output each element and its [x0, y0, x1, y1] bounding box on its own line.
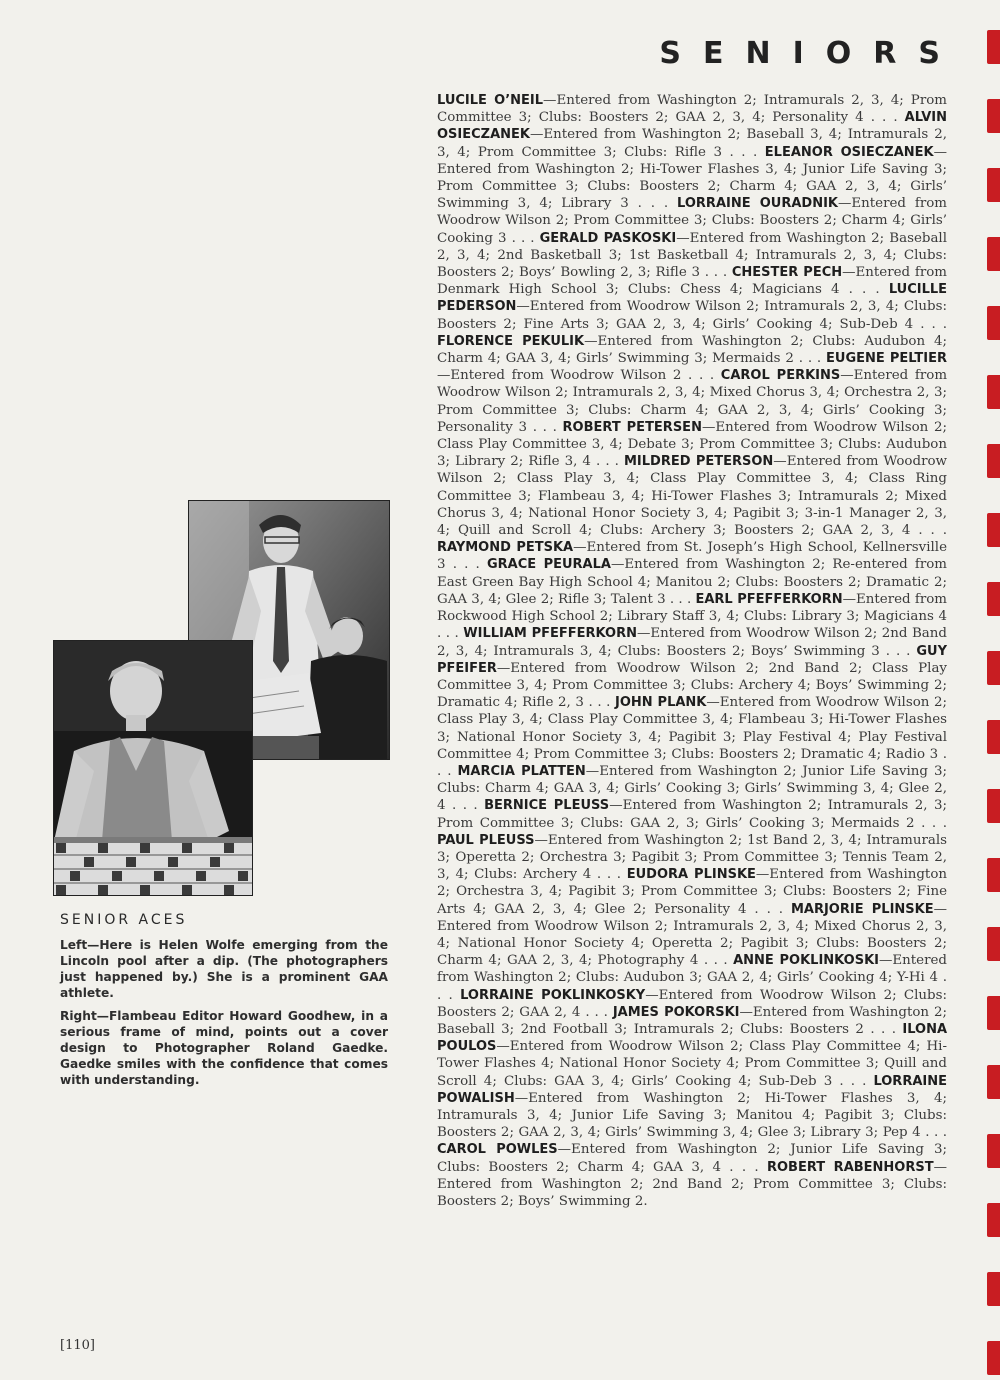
caption-title: SENIOR ACES	[60, 912, 188, 928]
entry-name: GUY PFEIFER	[437, 643, 947, 676]
entry-separator: . . .	[746, 901, 791, 917]
entry-name: ROBERT RABENHORST	[766, 1159, 934, 1175]
binding-tab	[987, 1272, 1000, 1306]
pool-tile	[112, 871, 122, 881]
entry-separator: . . .	[793, 351, 827, 367]
binding-tab	[987, 444, 1000, 478]
entry-activities: —Entered from St. Joseph’s High School, Kellnersville 3	[437, 540, 948, 573]
entry-name: MARJORIE PLINSKE	[790, 901, 934, 917]
pool-tile	[154, 871, 164, 881]
entry-separator: . . .	[681, 368, 721, 384]
entry-activities: —Entered from Woodrow Wilson 2; Intramurals 2, 3, 4; Mixed Chorus 3, 4; Orchestra 2, 3; Prom Committee 3; Clubs: Charm 4; GAA 2, 3, 4; Girls’ Cooking 3; Personality 3	[437, 368, 948, 435]
entry-separator: . . .	[628, 196, 678, 212]
entry-activities: —Entered from Washington 2; Clubs: Audubon 4; Charm 4; GAA 3, 4; Girls’ Swimming 3; Mermaids 2	[437, 333, 947, 367]
entry-name: MARCIA PLATTEN	[457, 763, 586, 779]
entry-separator: . . .	[720, 1159, 767, 1175]
entry-separator: . . .	[879, 643, 917, 659]
binding-tab	[987, 1134, 1000, 1168]
entry-activities: —Entered from Washington 2; Junior Life Saving 3; Clubs: Boosters 2; Charm 4; GAA 3, 4	[437, 1142, 947, 1175]
entry-name: LORRAINE POWALISH	[437, 1073, 947, 1106]
entry-name: LUCILLE PEDERSON	[437, 282, 948, 315]
binding-tab	[987, 582, 1000, 616]
entry-name: CAROL POWLES	[437, 1142, 558, 1158]
binding-tab	[987, 306, 1000, 340]
entry-separator: . . .	[839, 282, 889, 298]
caption-right-description: Right—Flambeau Editor Howard Goodhew, in a serious frame of mind, points out a cover design to Photographer Roland Gaedke. Gaedke smiles with the confidence that comes with understanding.	[60, 1009, 388, 1087]
entry-activities: —Entered from Washington 2; Baseball 3, 4; Intramurals 2, 3, 4; Prom Committee 3; Clubs: Rifle 3	[437, 127, 947, 160]
pool-tile	[168, 857, 178, 867]
entry-name: BERNICE PLEUSS	[484, 798, 610, 814]
entry-activities: —Entered from Washington 2; Hi-Tower Flashes 3, 4; Intramurals 3, 4; Junior Life Saving 3; Manitou 4; Pagibit 3; Clubs: Boosters 2; GAA 2, 3, 4; Girls’ Swimming 3, 4; Glee 3; Library 3; Pep 4	[437, 1090, 947, 1141]
binding-tab	[987, 237, 1000, 271]
pool-tile	[98, 843, 108, 853]
pool-tile	[182, 885, 192, 895]
pool-tile	[238, 871, 248, 881]
page-number: [110]	[60, 1338, 95, 1353]
entry-separator: . . .	[863, 1021, 903, 1037]
entry-name: GRACE PEURALA	[486, 557, 611, 573]
entry-activities: —Entered from Woodrow Wilson 2; Class Play Committee 4; Hi-Tower Flashes 4; National Honor Society 4; Prom Committee 3; Quill and Scroll 4; Clubs: GAA 3, 4; Girls’ Cooking 4; Sub-Deb 3	[437, 1039, 947, 1089]
entry-name: LORRAINE POKLINKOSKY	[460, 987, 646, 1003]
entry-name: ANNE POKLINKOSKI	[733, 953, 879, 969]
entry-name: EUGENE PELTIER	[826, 351, 948, 367]
entry-name: LUCILE O’NEIL	[437, 93, 544, 108]
entry-activities: —Entered from Washington 2; 1st Band 2, 3, 4; Intramurals 3; Operetta 2; Orchestra 3; Pagibit 3; Prom Committee 3; Tennis Team 2, 3, 4; Clubs: Archery 4	[437, 832, 947, 883]
entry-name: EUDORA PLINSKE	[626, 867, 756, 883]
binding-tab	[987, 720, 1000, 754]
entry-activities: —Entered from Woodrow Wilson 2; Intramurals 2, 3, 4; Mixed Chorus 2, 3, 4; National Honor Society 4; Operetta 2; Pagibit 3; Clubs: Boosters 2; Charm 4; GAA 2, 3, 4; Photography 4	[437, 901, 948, 969]
entry-separator: . . .	[437, 626, 464, 642]
entry-name: CHESTER PECH	[731, 265, 843, 281]
entry-separator: . . .	[590, 454, 624, 470]
entry-activities: —Entered from Woodrow Wilson 2	[437, 368, 682, 384]
entry-activities: —Entered from Woodrow Wilson 2; Prom Committee 3; Clubs: Boosters 2; Charm 4; Girls’ Cooking 3	[437, 196, 948, 246]
entry-separator: . . .	[437, 746, 948, 779]
binding-tab	[987, 513, 1000, 547]
entry-separator: . . .	[583, 695, 616, 711]
binding-tab	[987, 168, 1000, 202]
binding-tab	[987, 375, 1000, 409]
entry-name: GERALD PASKOSKI	[539, 230, 677, 246]
entry-separator: . . .	[913, 316, 948, 332]
page-heading: SENIORS	[659, 36, 962, 71]
entry-activities: —Entered from Washington 2; Baseball 3; 2nd Football 3; Intramurals 2; Clubs: Boosters 2	[437, 1004, 947, 1037]
entry-activities: —Entered from Woodrow Wilson 2; Class Play 3, 4; Class Play Committee 3, 4; Flambeau 3; Hi-Tower Flashes 3; National Honor Society 3, 4; Pagibit 3; Play Festival 4; Play Festival Committee 4; Prom Committee 3; Clubs: Boosters 2; Dramatic 4; Radio 3	[437, 695, 948, 762]
entry-activities: —Entered from Washington 2; Junior Life Saving 3; Clubs: Charm 4; GAA 3, 4; Girls’ Cooking 3; Girls’ Swimming 3, 4; Glee 2, 4	[437, 763, 947, 814]
entry-separator: . . .	[910, 523, 947, 539]
pool-tile	[224, 885, 234, 895]
entry-separator: . . .	[863, 110, 905, 126]
entry-activities: —Entered from Washington 2; Intramurals 2, 3, 4; Prom Committee 3; Clubs: Boosters 2; GAA 2, 3, 4; Personality 4	[437, 93, 947, 126]
entry-separator: . . .	[920, 1125, 948, 1141]
entry-activities: —Entered from Woodrow Wilson 2; 2nd Band 2, 3, 4; Intramurals 3, 4; Clubs: Boosters 2; Boys’ Swimming 3	[437, 626, 947, 659]
binding-tab	[987, 1065, 1000, 1099]
entry-name: CAROL PERKINS	[720, 368, 841, 384]
entry-separator: . . .	[665, 591, 696, 607]
entry-separator: . . .	[506, 230, 540, 246]
entry-name: ELEANOR OSIECZANEK	[764, 144, 934, 160]
red-binding-tabs	[982, 0, 1000, 1380]
pool-tile	[84, 857, 94, 867]
entry-separator: . . .	[722, 144, 765, 160]
pool-tile	[98, 885, 108, 895]
entry-activities: —Entered from Woodrow Wilson 2; Intramurals 2, 3, 4; Clubs: Boosters 2; Fine Arts 3; GAA 2, 3, 4; Girls’ Cooking 4; Sub-Deb 4	[437, 299, 947, 332]
entry-activities: —Entered from Washington 2; Hi-Tower Flashes 3, 4; Junior Life Saving 3; Prom Committee 3; Clubs: Boosters 2; Charm 4; GAA 2, 3, 4; Girls’ Swimming 3, 4; Library 3	[437, 144, 948, 212]
entry-name: ALVIN OSIECZANEK	[437, 110, 948, 143]
binding-tab	[987, 99, 1000, 133]
entry-name: FLORENCE PEKULIK	[437, 333, 585, 349]
binding-tab	[987, 30, 1000, 64]
entry-separator: . . .	[832, 1073, 874, 1089]
entry-activities: —Entered from Washington 2; Orchestra 3, 4; Pagibit 3; Prom Committee 3; Clubs: Boosters 2; Fine Arts 4; GAA 2, 3, 4; Glee 2; Personality 4	[437, 867, 948, 917]
binding-tab	[987, 789, 1000, 823]
entry-activities: —Entered from Washington 2; Baseball 2, 3, 4; 2nd Basketball 3; 1st Basketball 4; Intramurals 2, 3, 4; Clubs: Boosters 2; Boys’ Bowling 2, 3; Rifle 3	[437, 230, 947, 281]
binding-tab	[987, 1203, 1000, 1237]
entry-activities: —Entered from Denmark High School 3; Clubs: Chess 4; Magicians 4	[437, 265, 947, 298]
entry-separator: . . .	[445, 557, 487, 573]
entry-name: JAMES POKORSKI	[612, 1004, 740, 1020]
entry-separator: . . .	[445, 798, 485, 814]
entry-name: PAUL PLEUSS	[437, 832, 535, 848]
entry-activities: —Entered from Washington 2; Intramurals 2, 3; Prom Committee 3; Clubs: GAA 2, 3; Girls’ Cooking 3; Mermaids 2	[437, 798, 948, 831]
entry-name: EARL PFEFFERKORN	[695, 591, 843, 607]
entry-name: LORRAINE OURADNIK	[677, 196, 839, 212]
senior-biographies-text	[437, 92, 947, 1210]
entry-activities: —Entered from Woodrow Wilson 2; Clubs: Boosters 2; GAA 2, 4	[437, 987, 948, 1020]
binding-tab	[987, 858, 1000, 892]
entry-activities: —Entered from Rockwood High School 2; Library Staff 3, 4; Clubs: Library 3; Magicians 4	[437, 591, 947, 625]
pool-tile	[210, 857, 220, 867]
entry-name: JOHN PLANK	[615, 695, 707, 711]
photo-helen-wolfe-pool-image	[54, 641, 252, 895]
entry-separator: . . .	[591, 867, 627, 883]
pool-tile	[182, 843, 192, 853]
entry-activities: —Entered from Woodrow Wilson 2; 2nd Band 2; Class Play Committee 3, 4; Prom Committee 3; Clubs: Archery 4; Boys’ Swimming 2; Dramatic 4; Rifle 2, 3	[437, 660, 947, 711]
caption-left-description: Left—Here is Helen Wolfe emerging from the Lincoln pool after a dip. (The photographers just happened by.) She is a prominent GAA athlete.	[60, 938, 388, 1000]
entry-name: ROBERT PETERSEN	[562, 419, 702, 435]
entry-name: MILDRED PETERSON	[623, 454, 774, 470]
pool-tile	[140, 885, 150, 895]
entry-activities: —Entered from Woodrow Wilson 2; Class Play 3, 4; Class Play Committee 3, 4; Class Ring Committee 3; Flambeau 3, 4; Hi-Tower Flashes 3; Intramurals 2; Mixed Chorus 3, 4; National Honor Society 3, 4; Pagibit 3; 3-in-1 Manager 2, 3, 4; Quill and Scroll 4; Clubs: Archery 3; Boosters 2; GAA 2, 3, 4	[437, 454, 947, 539]
entry-separator: . . .	[580, 1004, 613, 1020]
entry-separator: . . .	[700, 265, 732, 281]
binding-tab	[987, 651, 1000, 685]
binding-tab	[987, 996, 1000, 1030]
pool-tile	[224, 843, 234, 853]
entry-activities: —Entered from Washington 2; Re-entered from East Green Bay High School 4; Manitou 2; Clubs: Boosters 2; Dramatic 2; GAA 3, 4; Glee 2; Rifle 3; Talent 3	[437, 557, 947, 607]
pool-tile	[126, 857, 136, 867]
entry-separator: . . .	[527, 419, 563, 435]
entry-name: RAYMOND PETSKA	[437, 540, 574, 556]
pool-tile	[140, 843, 150, 853]
photo-helen-wolfe-pool	[53, 640, 253, 896]
entry-activities: —Entered from Washington 2; Clubs: Audubon 3; GAA 2, 4; Girls’ Cooking 4; Y-Hi 4	[437, 953, 947, 986]
pool-tile	[56, 843, 66, 853]
binding-tab	[987, 927, 1000, 961]
entry-name: WILLIAM PFEFFERKORN	[463, 626, 637, 642]
entry-activities: —Entered from Woodrow Wilson 2; Class Play Committee 3, 4; Debate 3; Prom Committee 3; Clubs: Audubon 3; Library 2; Rifle 3, 4	[437, 419, 947, 470]
pool-tile	[70, 871, 80, 881]
entry-activities: —Entered from Washington 2; 2nd Band 2; Prom Committee 3; Clubs: Boosters 2; Boys’ Swimming 2.	[437, 1159, 947, 1209]
entry-separator: . . .	[437, 970, 947, 1003]
entry-name: ILONA POULOS	[437, 1021, 948, 1055]
entry-separator: . . .	[914, 815, 947, 831]
pool-tile	[56, 885, 66, 895]
binding-tab	[987, 1341, 1000, 1375]
pool-tile	[196, 871, 206, 881]
entry-separator: . . .	[698, 953, 734, 969]
